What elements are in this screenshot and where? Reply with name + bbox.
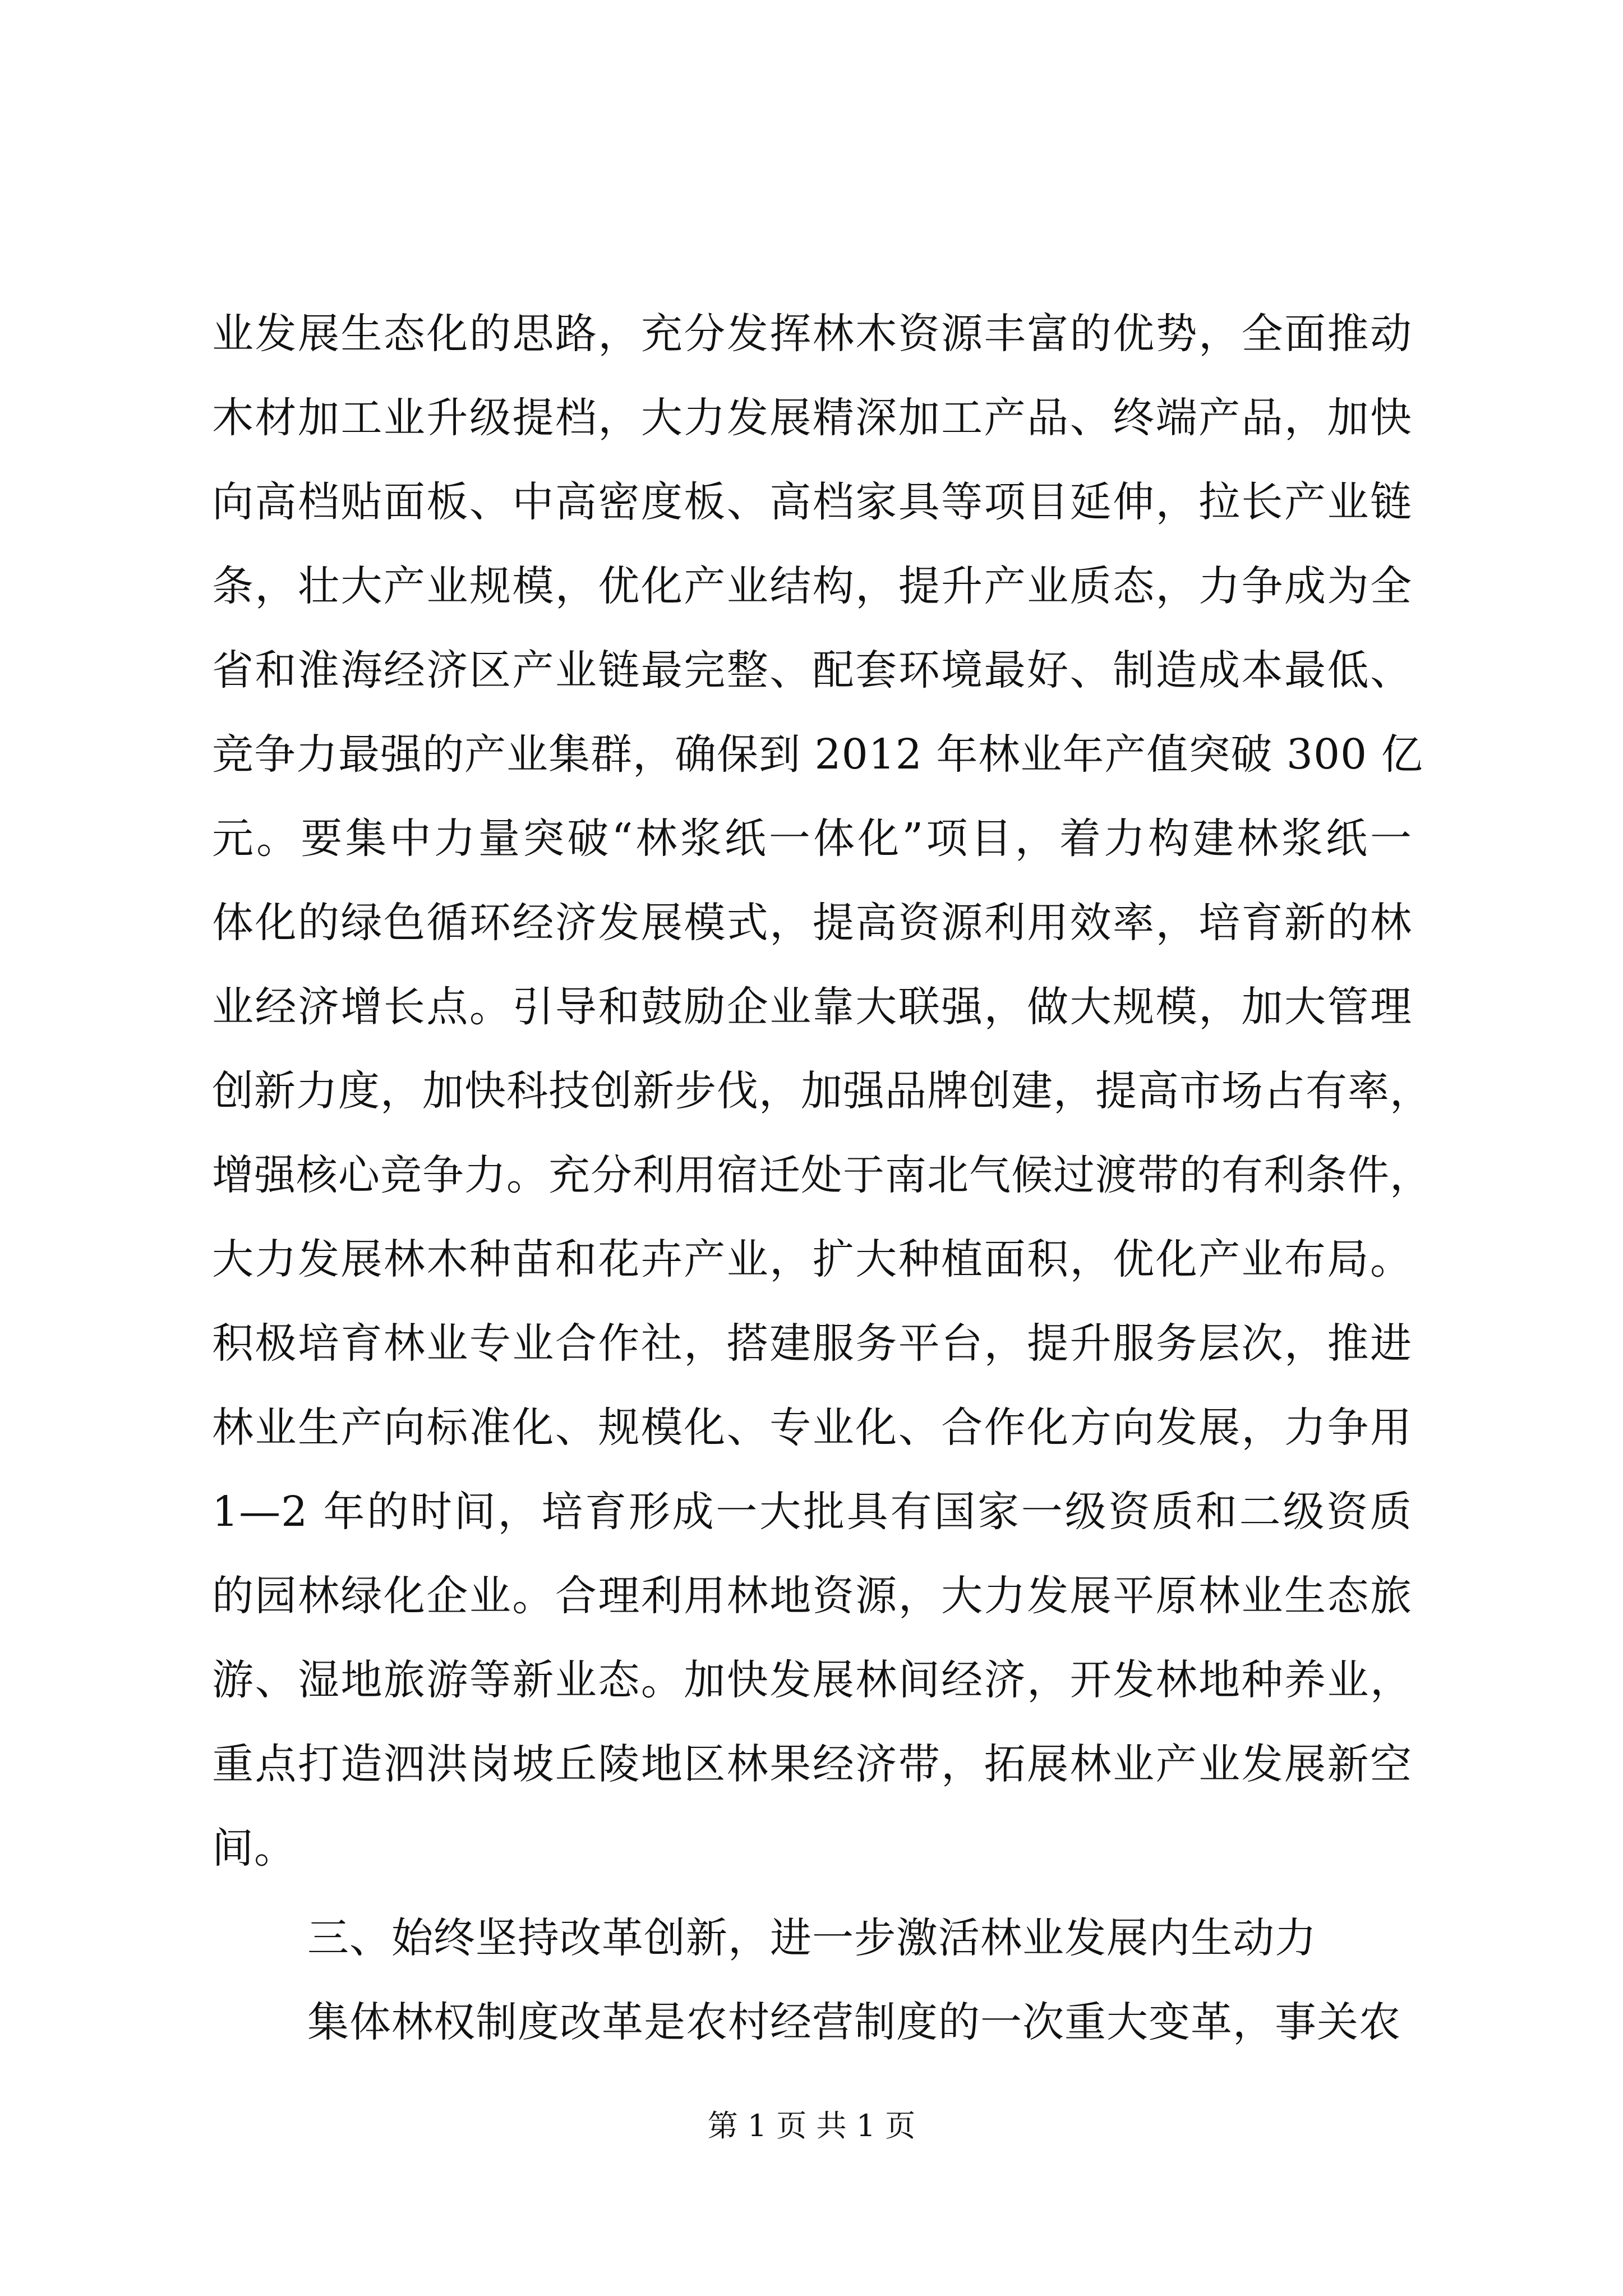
text-line: 条，壮大产业规模，优化产业结构，提升产业质态，力争成为全 — [212, 562, 1412, 610]
text-line: 林业生产向标准化、规模化、专业化、合作化方向发展，力争用 — [212, 1404, 1412, 1452]
text-line: 游、湿地旅游等新业态。加快发展林间经济，开发林地种养业， — [212, 1656, 1412, 1704]
page-footer: 第 1 页 共 1 页 — [707, 2108, 916, 2143]
text-line: 间。 — [212, 1824, 296, 1872]
text-line: 元。要集中力量突破“林浆纸一体化”项目，着力构建林浆纸一 — [212, 815, 1412, 863]
text-line: 积极培育林业专业合作社，搭建服务平台，提升服务层次，推进 — [212, 1319, 1412, 1368]
text-line: 省和淮海经济区产业链最完整、配套环境最好、制造成本最低、 — [212, 646, 1412, 694]
text-line: 重点打造泗洪岗坡丘陵地区林果经济带，拓展林业产业发展新空 — [212, 1740, 1412, 1788]
text-line: 竞争力最强的产业集群，确保到 2012 年林业年产值突破 300 亿 — [212, 730, 1423, 779]
text-line: 大力发展林木种苗和花卉产业，扩大种植面积，优化产业布局。 — [212, 1235, 1412, 1283]
text-line: 业发展生态化的思路，充分发挥林木资源丰富的优势，全面推动 — [212, 310, 1412, 358]
text-line: 创新力度，加快科技创新步伐，加强品牌创建，提高市场占有率， — [212, 1067, 1432, 1115]
text-line: 业经济增长点。引导和鼓励企业靠大联强，做大规模，加大管理 — [212, 983, 1412, 1031]
text-line: 的园林绿化企业。合理利用林地资源，大力发展平原林业生态旅 — [212, 1572, 1412, 1620]
text-line: 1—2 年的时间，培育形成一大批具有国家一级资质和二级资质 — [212, 1488, 1412, 1536]
text-line: 增强核心竞争力。充分利用宿迁处于南北气候过渡带的有利条件， — [212, 1151, 1432, 1199]
text-line: 体化的绿色循环经济发展模式，提高资源利用效率，培育新的林 — [212, 899, 1412, 947]
paragraph-first-line: 集体林权制度改革是农村经营制度的一次重大变革，事关农 — [307, 1998, 1401, 2046]
text-line: 向高档贴面板、中高密度板、高档家具等项目延伸，拉长产业链 — [212, 478, 1412, 526]
section-heading: 三、始终坚持改革创新，进一步激活林业发展内生动力 — [307, 1914, 1317, 1962]
text-line: 木材加工业升级提档，大力发展精深加工产品、终端产品，加快 — [212, 394, 1412, 442]
